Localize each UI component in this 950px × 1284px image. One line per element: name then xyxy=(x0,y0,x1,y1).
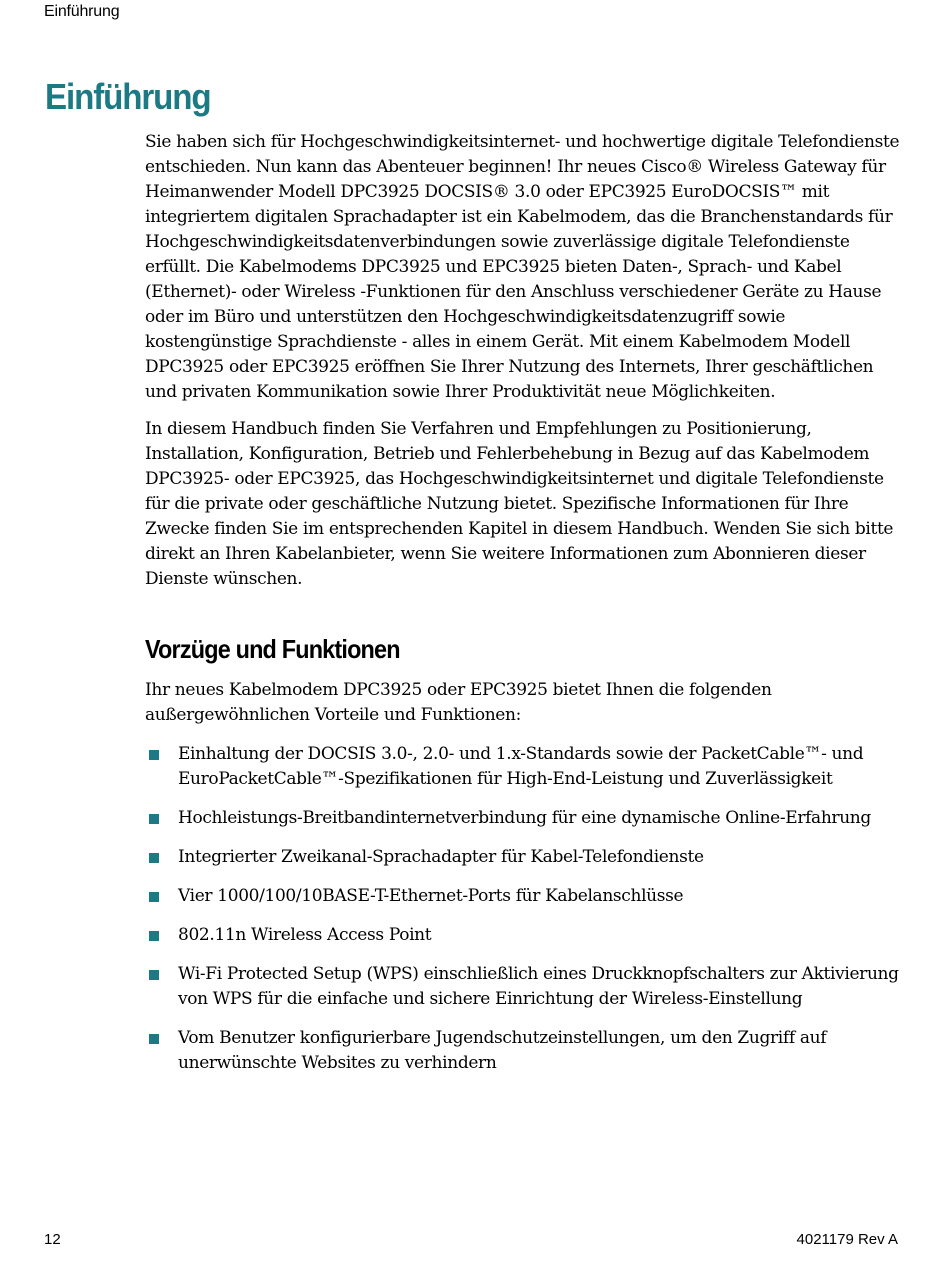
list-item-text: 802.11n Wireless Access Point xyxy=(178,925,432,945)
main-content xyxy=(145,130,905,1090)
square-bullet-icon xyxy=(149,892,159,902)
page-number: 12 xyxy=(44,1231,61,1248)
section-intro: Ihr neues Kabelmodem DPC3925 oder EPC3925 bietet Ihnen die folgenden außergewöhnlichen Vorteile und Funktionen: xyxy=(145,680,772,725)
chapter-title: Einführung xyxy=(45,76,211,117)
list-item xyxy=(145,742,905,792)
feature-list xyxy=(145,742,905,1076)
list-item xyxy=(145,845,905,870)
list-item-text: Wi-Fi Protected Setup (WPS) einschließlich eines Druckknopfschalters zur Aktivierung von WPS für die einfache und sichere Einrichtung der Wireless-Einstellung xyxy=(178,964,899,1009)
list-item-text: Hochleistungs-Breitbandinternetverbindung für eine dynamische Online-Erfahrung xyxy=(178,808,871,828)
list-item-text: Einhaltung der DOCSIS 3.0-, 2.0- und 1.x-Standards sowie der PacketCable™- und EuroPacketCable™-Spezifikationen für High-End-Leistung und Zuverlässigkeit xyxy=(178,744,864,789)
square-bullet-icon xyxy=(149,814,159,824)
list-item xyxy=(145,806,905,831)
list-item-text: Vom Benutzer konfigurierbare Jugendschutzeinstellungen, um den Zugriff auf unerwünschte Websites zu verhindern xyxy=(178,1028,827,1073)
list-item xyxy=(145,923,905,948)
list-item xyxy=(145,962,905,1012)
list-item xyxy=(145,1026,905,1076)
square-bullet-icon xyxy=(149,931,159,941)
list-item-text: Vier 1000/100/10BASE-T-Ethernet-Ports für Kabelanschlüsse xyxy=(178,886,684,906)
list-item-text: Integrierter Zweikanal-Sprachadapter für Kabel-Telefondienste xyxy=(178,847,704,867)
list-item xyxy=(145,884,905,909)
square-bullet-icon xyxy=(149,853,159,863)
manual-scope-paragraph: In diesem Handbuch finden Sie Verfahren und Empfehlungen zu Positionierung, Installation, Konfiguration, Betrieb und Fehlerbehebung in Bezug auf das Kabelmodem DPC3925- oder EPC3925, das Hochgeschwindigkeitsinternet und digitale Telefondienste für die private oder geschäftliche Nutzung bietet. Spezifische Informationen für Ihre Zwecke finden Sie im entsprechenden Kapitel in diesem Handbuch. Wenden Sie sich bitte direkt an Ihren Kabelanbieter, wenn Sie weitere Informationen zum Abonnieren dieser Dienste wünschen. xyxy=(145,419,894,589)
square-bullet-icon xyxy=(149,970,159,980)
document-id: 4021179 Rev A xyxy=(796,1231,898,1248)
section-title: Vorzüge und Funktionen xyxy=(145,634,400,664)
square-bullet-icon xyxy=(149,750,159,760)
intro-paragraph: Sie haben sich für Hochgeschwindigkeitsinternet- und hochwertige digitale Telefondienste entschieden. Nun kann das Abenteuer beginnen! Ihr neues Cisco® Wireless Gateway für Heimanwender Modell DPC3925 DOCSIS® 3.0 oder EPC3925 EuroDOCSIS™ mit integriertem digitalen Sprachadapter ist ein Kabelmodem, das die Branchenstandards für Hochgeschwindigkeitsdatenverbindungen sowie zuverlässige digitale Telefondienste erfüllt. Die Kabelmodems DPC3925 und EPC3925 bieten Daten-, Sprach- und Kabel (Ethernet)- oder Wireless -Funktionen für den Anschluss verschiedener Geräte zu Hause oder im Büro und unterstützen den Hochgeschwindigkeitsdatenzugriff sowie kostengünstige Sprachdienste - alles in einem Gerät. Mit einem Kabelmodem Modell DPC3925 oder EPC3925 eröffnen Sie Ihrer Nutzung des Internets, Ihrer geschäftlichen und privaten Kommunikation sowie Ihrer Produktivität neue Möglichkeiten. xyxy=(145,132,900,402)
running-header: Einführung xyxy=(44,3,120,20)
square-bullet-icon xyxy=(149,1034,159,1044)
